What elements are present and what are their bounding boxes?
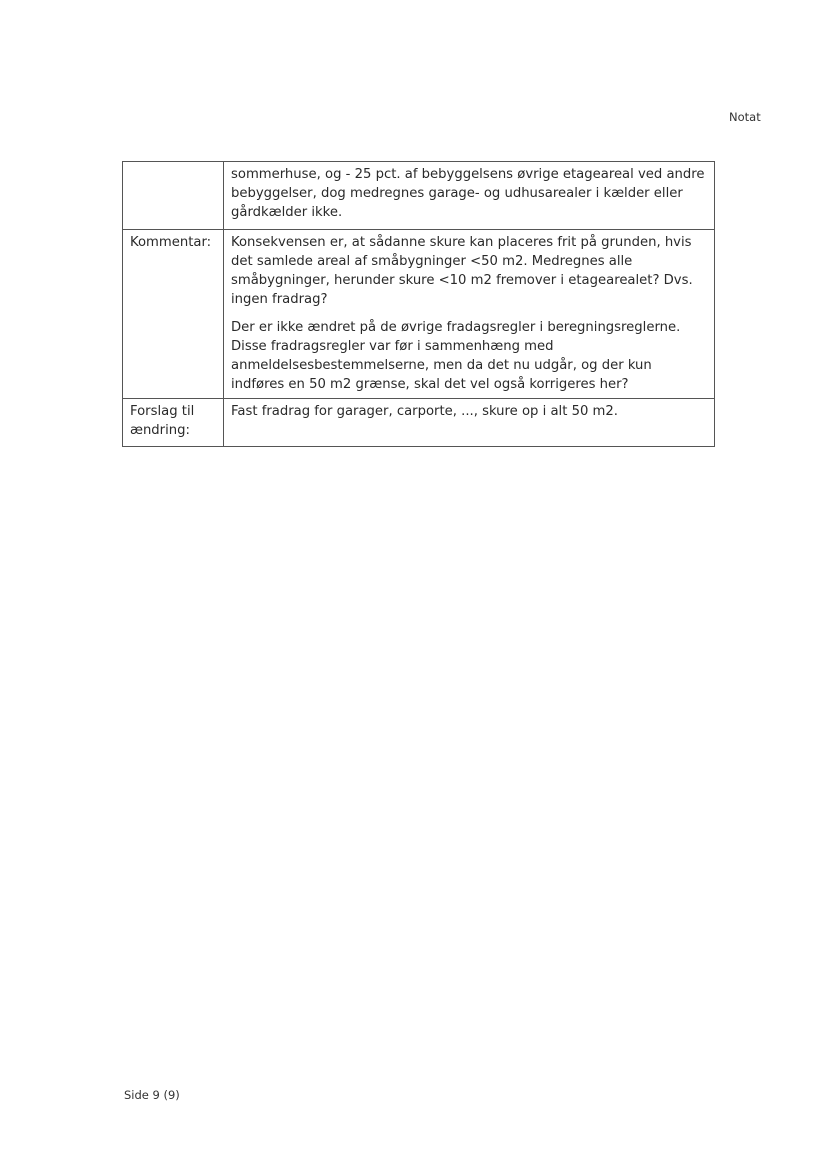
row-label: Kommentar: bbox=[123, 230, 224, 399]
document-type-label: Notat bbox=[729, 110, 761, 124]
paragraph: Der er ikke ændret på de øvrige fradagsregler i beregningsreglerne. Disse fradragsregler var før i sammenhæng med anmeldelsesbestemmelserne, men da det nu udgår, og der kun indføres en 50 m2 grænse, skal det vel også korrigeres her? bbox=[231, 320, 681, 392]
row-label bbox=[123, 162, 224, 230]
row-content bbox=[224, 230, 715, 399]
paragraph: Konsekvensen er, at sådanne skure kan placeres frit på grunden, hvis det samlede areal af småbygninger <50 m2. Medregnes alle småbygninger, herunder skure <10 m2 fremover i etagearealet? Dvs. ingen fradrag? bbox=[231, 235, 693, 307]
paragraph: sommerhuse, og - 25 pct. af bebyggelsens øvrige etageareal ved andre bebyggelser, dog medregnes garage- og udhusarealer i kælder eller gårdkælder ikke. bbox=[231, 167, 705, 220]
paragraph: Fast fradrag for garager, carporte, ..., skure op i alt 50 m2. bbox=[231, 404, 618, 419]
table-row bbox=[123, 230, 715, 399]
table-row bbox=[123, 399, 715, 447]
comment-table bbox=[122, 161, 715, 447]
row-label: Forslag til ændring: bbox=[123, 399, 224, 447]
row-content bbox=[224, 162, 715, 230]
row-content bbox=[224, 399, 715, 447]
table-row bbox=[123, 162, 715, 230]
page-number: Side 9 (9) bbox=[124, 1088, 180, 1102]
